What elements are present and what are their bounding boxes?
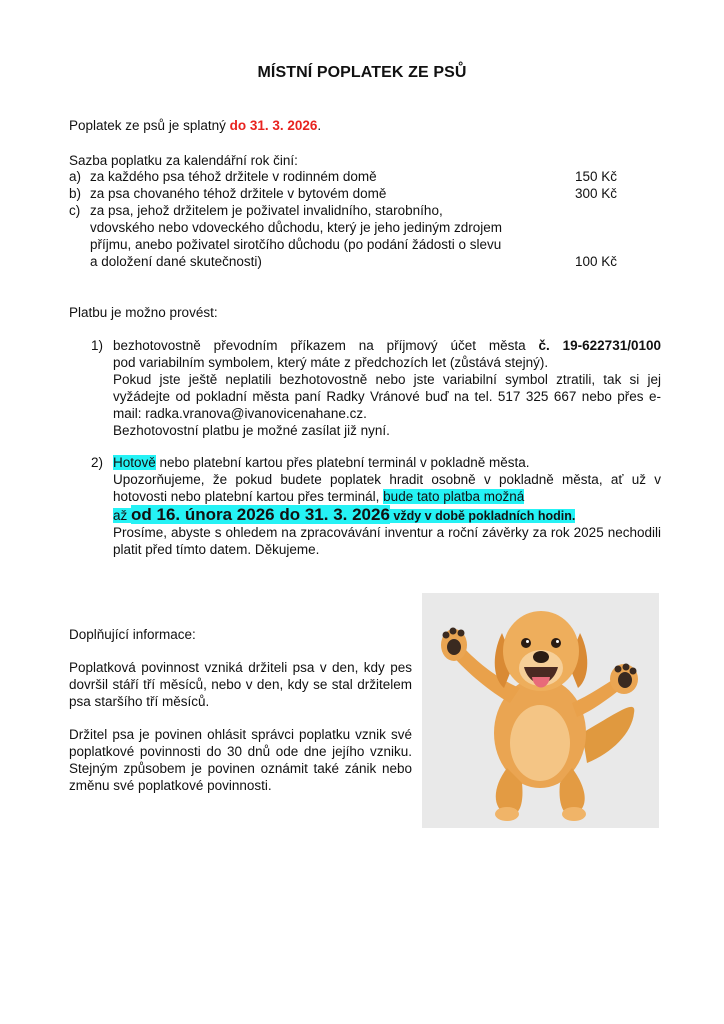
rate-price: 100 Kč [574,254,617,269]
rate-item-c [69,202,617,270]
option1-line1 [113,337,661,354]
due-prefix: Poplatek ze psů je splatný [69,118,230,133]
warning-text: Upozorňujeme, že pokud budete poplatek hradit osobně v pokladně města, ať už v hotovosti nebo platební kartou přes terminál, [113,472,661,504]
rate-label: a) [69,169,82,184]
rate-text: za psa, jehož držitelem je poživatel invalidního, starobního, [90,203,443,218]
rate-label: b) [69,186,82,201]
option-number: 1) [91,338,104,353]
dog-image [422,593,659,828]
option-number: 2) [91,455,104,470]
rate-label: c) [69,203,81,218]
rate-text: a doložení dané skutečnosti) [90,254,262,269]
rate-text: za každého psa téhož držitele v rodinném domě [90,169,377,184]
extra-paragraph-2: Držitel psa je povinen ohlásit správci poplatku vznik své poplatkové povinnosti do 30 dnů ode dne jejího vzniku. Stejným způsobem je povinen oznámit také zánik nebo změnu své poplatkové povinnosti. [69,727,412,793]
payment-dates: od 16. února 2026 do 31. 3. 2026 [131,505,390,524]
rate-price: 150 Kč [574,169,617,184]
due-line [69,117,321,134]
page-title: MÍSTNÍ POPLATEK ZE PSŮ [257,64,467,81]
warning-az: až [113,508,132,523]
option2-line1 [113,454,661,471]
cash-highlight: Hotově [113,455,156,470]
warning-highlight: bude tato platba možná [383,489,525,504]
option2-text: nebo platební kartou přes platební terminál v pokladně města. [155,455,530,470]
due-suffix: . [317,118,322,133]
payment-heading: Platbu je možno provést: [69,305,218,320]
option2-closing: Prosíme, abyste s ohledem na zpracovávání inventur a roční závěrky za rok 2025 nechodili platit před tímto datem. Děkujeme. [113,525,661,557]
option1-line3: Pokud jste ještě neplatili bezhotovostně nebo jste variabilní symbol ztratili, tak si jej vyžádejte od pokladní města paní Radky Vránové buď na tel. 517 325 667 nebo přes e-mail: radka.vranova@ivanovicenahane.cz. [113,372,661,421]
option1-line2: pod variabilním symbolem, který máte z předchozích let (zůstává stejný). [113,355,549,370]
option2-warning [113,471,661,505]
option1-text: bezhotovostně převodním příkazem na příjmový účet města [113,338,539,353]
rate-item-b [69,185,617,202]
rate-price: 300 Kč [574,186,617,201]
account-number: č. 19-622731/0100 [538,338,661,353]
option1-line4: Bezhotovostní platbu je možné zasílat již nyní. [113,423,390,438]
rates-heading: Sazba poplatku za kalendářní rok činí: [69,153,298,168]
jumping-dog-illustration [422,593,659,828]
rate-item-a [69,168,617,185]
due-date: do 31. 3. 2026 [229,118,318,133]
extra-paragraph-1: Poplatková povinnost vzniká držiteli psa v den, kdy pes dovršil stáří tří měsíců, nebo v den, kdy se stal držitelem psa staršího tří měsíců. [69,660,412,709]
rate-text: za psa chovaného téhož držitele v bytovém domě [90,186,387,201]
rate-text: příjmu, anebo poživatel sirotčího důchodu (po podání žádosti o slevu [90,237,502,252]
payment-hours: vždy v době pokladních hodin. [389,509,576,523]
rate-text: vdovského nebo vdoveckého důchodu, který je jeho jediným zdrojem [90,220,502,235]
extra-heading: Doplňující informace: [69,627,196,642]
